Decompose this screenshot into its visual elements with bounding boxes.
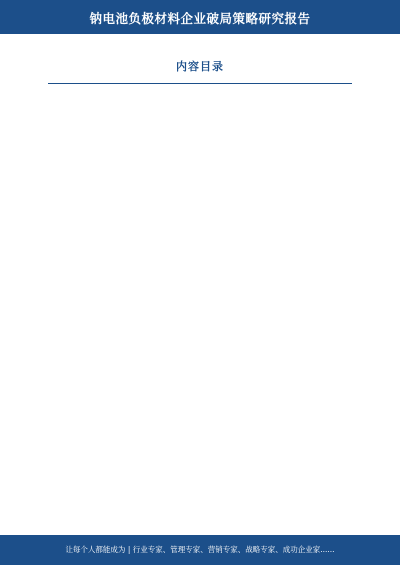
report-title: 钠电池负极材料企业破局策略研究报告 (89, 11, 311, 26)
toc-heading: 内容目录 (176, 60, 224, 73)
toc-divider (48, 83, 352, 84)
footer-slogan: 让每个人都能成为 | 行业专家、管理专家、营销专家、战略专家、成功企业家...... (65, 545, 335, 554)
